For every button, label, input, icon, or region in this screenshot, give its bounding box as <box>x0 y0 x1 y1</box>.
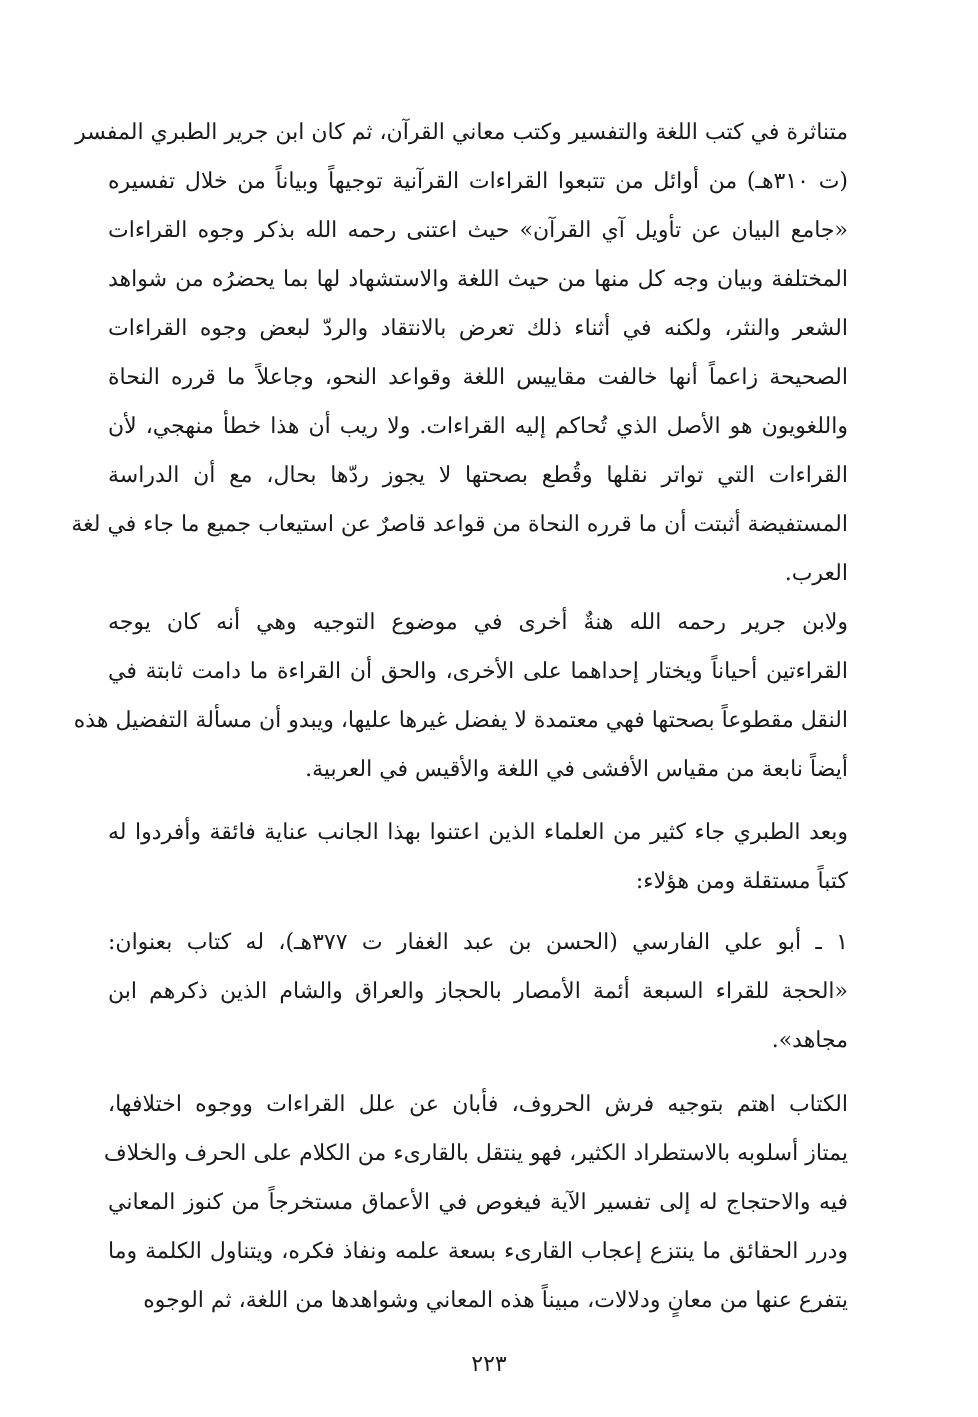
text-line: كتباً مستقلة ومن هؤلاء: <box>635 869 848 894</box>
text-line: الصحيحة زاعماً أنها خالفت مقاييس اللغة وقواعد النحو، وجاعلاً ما قرره النحاة <box>108 365 848 390</box>
text-line: متناثرة في كتب اللغة والتفسير وكتب معاني القرآن، ثم كان ابن جرير الطبري المفسر <box>75 120 848 145</box>
text-line: وبعد الطبري جاء كثير من العلماء الذين اعتنوا بهذا الجانب عناية فائقة وأفردوا له <box>108 820 848 845</box>
text-line: يتفرع عنها من معانٍ ودلالات، مبيناً هذه المعاني وشواهدها من اللغة، ثم الوجوه <box>143 1288 848 1313</box>
text-line: ١ ـ أبو علي الفارسي (الحسن بن عبد الغفار ت ٣٧٧هـ)، له كتاب بعنوان: <box>108 930 848 955</box>
paragraph-abu-ali-farisi <box>108 918 848 1065</box>
text-line: المستفيضة أثبتت أن ما قرره النحاة من قواعد قاصرٌ عن استيعاب جميع ما جاء في لغة <box>71 512 848 537</box>
text-line: النقل مقطوعاً بصحتها فهي معتمدة لا يفضل غيرها عليها، ويبدو أن مسألة التفضيل هذه <box>73 708 848 733</box>
text-line: مجاهد». <box>771 1028 848 1053</box>
paragraph-later-scholars <box>108 808 848 906</box>
text-line: المختلفة وبيان وجه كل منها من حيث اللغة والاستشهاد لها بما يحضرُه من شواهد <box>108 267 848 292</box>
text-line: القراءتين أحياناً ويختار إحداهما على الأخرى، والحق أن القراءة ما دامت ثابتة في <box>108 659 848 684</box>
paragraph-book-description <box>103 1080 848 1325</box>
text-line: القراءات التي تواتر نقلها وقُطع بصحتها لا يجوز ردّها بحال، مع أن الدراسة <box>108 463 848 488</box>
text-line: «جامع البيان عن تأويل آي القرآن» حيث اعتنى رحمه الله بذكر وجوه القراءات <box>108 218 848 243</box>
page-number: ٢٢٣ <box>471 1352 507 1377</box>
text-line: ودرر الحقائق ما ينتزع إعجاب القارىء بسعة علمه ونفاذ فكره، ويتناول الكلمة وما <box>108 1239 848 1264</box>
text-line: واللغويون هو الأصل الذي تُحاكم إليه القراءات. ولا ريب أن هذا خطأ منهجي، لأن <box>108 414 848 439</box>
text-line: ولابن جرير رحمه الله هنةٌ أخرى في موضوع التوجيه وهي أنه كان يوجه <box>108 610 848 635</box>
text-line: الشعر والنثر، ولكنه في أثناء ذلك تعرض بالانتقاد والردّ لبعض وجوه القراءات <box>108 316 848 341</box>
text-line: العرب. <box>784 561 848 586</box>
text-line: (ت ٣١٠هـ) من أوائل من تتبعوا القراءات القرآنية توجيهاً وبياناً من خلال تفسيره <box>108 169 848 194</box>
text-line: فيه والاحتجاج له إلى تفسير الآية فيغوص في الأعماق مستخرجاً من كنوز المعاني <box>108 1190 848 1215</box>
text-line: «الحجة للقراء السبعة أئمة الأمصار بالحجاز والعراق والشام الذين ذكرهم ابن <box>108 979 848 1004</box>
text-line: أيضاً نابعة من مقياس الأفشى في اللغة والأقيس في العربية. <box>305 757 848 782</box>
text-line: الكتاب اهتم بتوجيه فرش الحروف، فأبان عن علل القراءات ووجوه اختلافها، <box>108 1092 848 1117</box>
paragraph-tabari-preference <box>73 598 848 794</box>
paragraph-tabari-intro <box>71 108 848 598</box>
text-line: يمتاز أسلوبه بالاستطراد الكثير، فهو ينتقل بالقارىء من الكلام على الحرف والخلاف <box>103 1141 848 1166</box>
